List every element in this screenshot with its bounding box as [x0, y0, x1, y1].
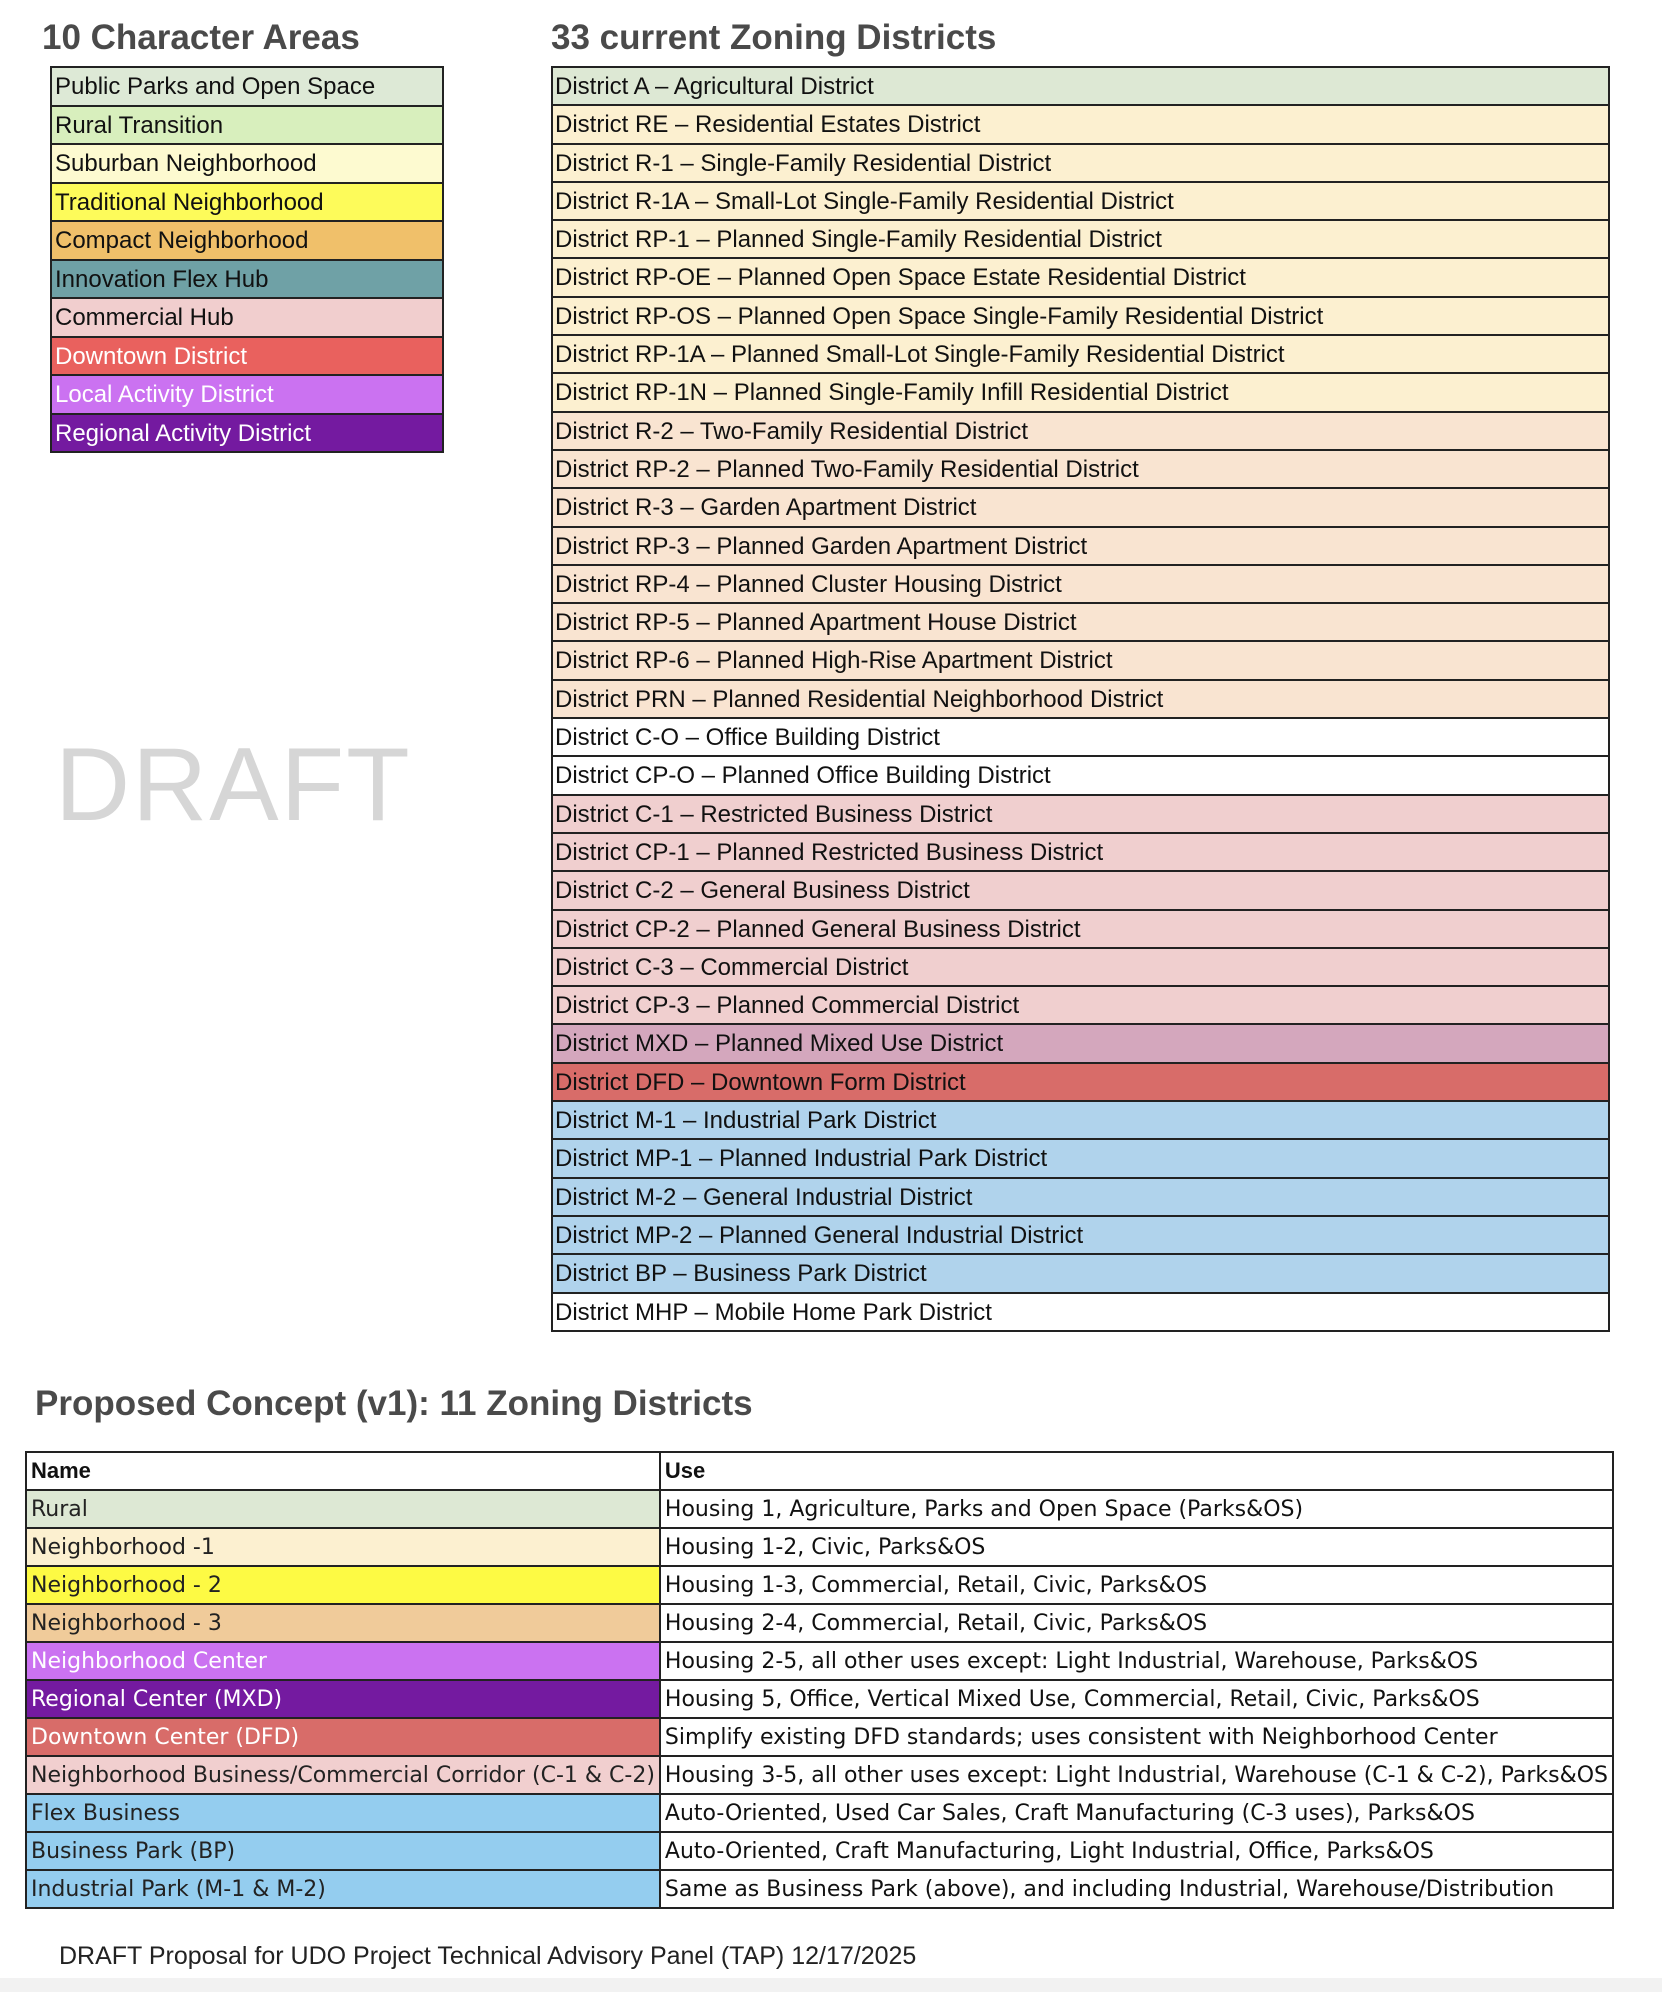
character-area-row: Innovation Flex Hub [52, 261, 442, 300]
zoning-district-row: District RP-2 – Planned Two-Family Residential District [553, 451, 1608, 489]
district-use-cell: Housing 3-5, all other uses except: Light Industrial, Warehouse (C-1 & C-2), Parks&OS [660, 1756, 1613, 1794]
zoning-district-row: District R-1 – Single-Family Residential District [553, 145, 1608, 183]
zoning-district-row: District M-1 – Industrial Park District [553, 1102, 1608, 1140]
character-area-row: Rural Transition [52, 107, 442, 146]
table-row [26, 1490, 1613, 1528]
zoning-district-row: District M-2 – General Industrial District [553, 1179, 1608, 1217]
table-row [26, 1756, 1613, 1794]
district-name-cell: Neighborhood Business/Commercial Corridor (C-1 & C-2) [26, 1756, 660, 1794]
table-row [26, 1794, 1613, 1832]
zoning-district-row: District DFD – Downtown Form District [553, 1064, 1608, 1102]
zoning-district-row: District C-2 – General Business District [553, 872, 1608, 910]
district-name-cell: Business Park (BP) [26, 1832, 660, 1870]
character-area-row: Commercial Hub [52, 299, 442, 338]
zoning-district-row: District RP-OE – Planned Open Space Estate Residential District [553, 259, 1608, 297]
character-area-row: Suburban Neighborhood [52, 145, 442, 184]
zoning-district-row: District MP-1 – Planned Industrial Park District [553, 1140, 1608, 1178]
zoning-district-row: District RP-1 – Planned Single-Family Residential District [553, 221, 1608, 259]
district-name-cell: Neighborhood -1 [26, 1528, 660, 1566]
zoning-district-row: District CP-O – Planned Office Building District [553, 757, 1608, 795]
district-name-cell: Rural [26, 1490, 660, 1528]
zoning-district-row: District RP-6 – Planned High-Rise Apartment District [553, 642, 1608, 680]
district-name-cell: Neighborhood Center [26, 1642, 660, 1680]
zoning-district-row: District RP-1N – Planned Single-Family Infill Residential District [553, 374, 1608, 412]
zoning-district-row: District R-3 – Garden Apartment District [553, 489, 1608, 527]
zoning-district-row: District R-2 – Two-Family Residential District [553, 413, 1608, 451]
zoning-district-row: District RP-3 – Planned Garden Apartment District [553, 528, 1608, 566]
zoning-district-row: District CP-3 – Planned Commercial District [553, 987, 1608, 1025]
character-area-row: Local Activity District [52, 376, 442, 415]
district-use-cell: Simplify existing DFD standards; uses consistent with Neighborhood Center [660, 1718, 1613, 1756]
table-header-row [26, 1452, 1613, 1490]
footer-note: DRAFT Proposal for UDO Project Technical Advisory Panel (TAP) 12/17/2025 [59, 1942, 917, 1970]
zoning-district-row: District RP-5 – Planned Apartment House District [553, 604, 1608, 642]
district-use-cell: Same as Business Park (above), and including Industrial, Warehouse/Distribution [660, 1870, 1613, 1908]
table-row [26, 1832, 1613, 1870]
district-use-cell: Auto-Oriented, Craft Manufacturing, Light Industrial, Office, Parks&OS [660, 1832, 1613, 1870]
zoning-district-row: District C-O – Office Building District [553, 719, 1608, 757]
character-areas-title: 10 Character Areas [42, 18, 360, 57]
zoning-district-row: District MP-2 – Planned General Industrial District [553, 1217, 1608, 1255]
character-area-row: Regional Activity District [52, 415, 442, 454]
character-area-row: Public Parks and Open Space [52, 68, 442, 107]
district-use-cell: Housing 2-5, all other uses except: Light Industrial, Warehouse, Parks&OS [660, 1642, 1613, 1680]
character-area-row: Compact Neighborhood [52, 222, 442, 261]
zoning-district-row: District PRN – Planned Residential Neighborhood District [553, 681, 1608, 719]
district-name-cell: Neighborhood - 2 [26, 1566, 660, 1604]
table-row [26, 1566, 1613, 1604]
table-row [26, 1718, 1613, 1756]
district-use-cell: Housing 1, Agriculture, Parks and Open Space (Parks&OS) [660, 1490, 1613, 1528]
character-areas-table [50, 66, 444, 453]
district-use-cell: Housing 1-3, Commercial, Retail, Civic, Parks&OS [660, 1566, 1613, 1604]
zoning-district-row: District RP-4 – Planned Cluster Housing District [553, 566, 1608, 604]
table-row [26, 1604, 1613, 1642]
district-use-cell: Housing 2-4, Commercial, Retail, Civic, Parks&OS [660, 1604, 1613, 1642]
proposed-districts-table [25, 1451, 1614, 1909]
zoning-district-row: District R-1A – Small-Lot Single-Family Residential District [553, 183, 1608, 221]
table-row [26, 1680, 1613, 1718]
zoning-district-row: District C-3 – Commercial District [553, 949, 1608, 987]
zoning-districts-title: 33 current Zoning Districts [551, 18, 997, 57]
district-name-cell: Regional Center (MXD) [26, 1680, 660, 1718]
zoning-district-row: District RP-1A – Planned Small-Lot Single-Family Residential District [553, 336, 1608, 374]
district-use-cell: Housing 5, Office, Vertical Mixed Use, Commercial, Retail, Civic, Parks&OS [660, 1680, 1613, 1718]
zoning-districts-table [551, 66, 1610, 1332]
zoning-district-row: District CP-2 – Planned General Business District [553, 911, 1608, 949]
district-name-cell: Downtown Center (DFD) [26, 1718, 660, 1756]
bottom-divider [0, 1978, 1662, 1992]
district-name-cell: Industrial Park (M-1 & M-2) [26, 1870, 660, 1908]
zoning-district-row: District CP-1 – Planned Restricted Business District [553, 834, 1608, 872]
zoning-district-row: District MXD – Planned Mixed Use District [553, 1025, 1608, 1063]
zoning-district-row: District BP – Business Park District [553, 1255, 1608, 1293]
character-area-row: Downtown District [52, 338, 442, 377]
district-name-cell: Neighborhood - 3 [26, 1604, 660, 1642]
zoning-district-row: District A – Agricultural District [553, 68, 1608, 106]
zoning-district-row: District MHP – Mobile Home Park District [553, 1294, 1608, 1332]
district-use-cell: Auto-Oriented, Used Car Sales, Craft Manufacturing (C-3 uses), Parks&OS [660, 1794, 1613, 1832]
table-row [26, 1642, 1613, 1680]
zoning-district-row: District RE – Residential Estates District [553, 106, 1608, 144]
district-name-cell: Flex Business [26, 1794, 660, 1832]
table-row [26, 1528, 1613, 1566]
district-use-cell: Housing 1-2, Civic, Parks&OS [660, 1528, 1613, 1566]
zoning-district-row: District RP-OS – Planned Open Space Single-Family Residential District [553, 298, 1608, 336]
use-column-header: Use [660, 1452, 1613, 1490]
name-column-header: Name [26, 1452, 660, 1490]
draft-watermark: DRAFT [55, 727, 412, 843]
table-row [26, 1870, 1613, 1908]
character-area-row: Traditional Neighborhood [52, 184, 442, 223]
proposed-concept-title: Proposed Concept (v1): 11 Zoning Districts [35, 1384, 753, 1423]
zoning-district-row: District C-1 – Restricted Business District [553, 796, 1608, 834]
